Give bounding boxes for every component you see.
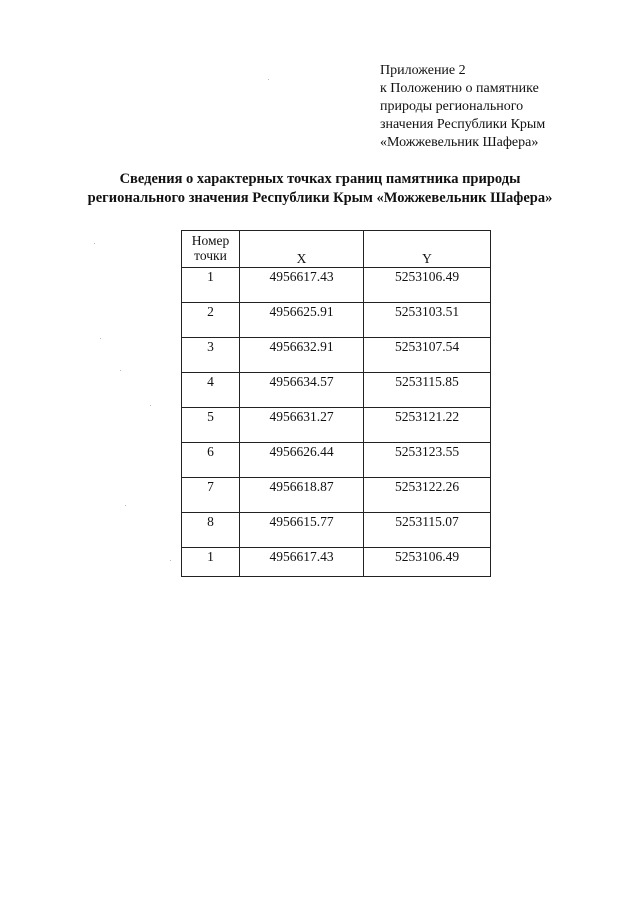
table-row (182, 443, 491, 478)
appendix-line: Приложение 2 (380, 63, 466, 78)
header-x: X (240, 231, 364, 268)
appendix-line: значения Республики Крым (380, 117, 546, 132)
cell-x: 4956631.27 (240, 408, 364, 443)
header-y: Y (364, 231, 491, 268)
cell-x: 4956625.91 (240, 303, 364, 338)
scan-speck (94, 243, 95, 244)
table-row (182, 513, 491, 548)
header-point-number (182, 231, 240, 268)
cell-x: 4956634.57 (240, 373, 364, 408)
cell-x: 4956617.43 (240, 548, 364, 577)
appendix-note (380, 62, 545, 152)
scan-speck (170, 560, 171, 561)
cell-point-number: 5 (182, 408, 240, 443)
table-row (182, 478, 491, 513)
table-row (182, 303, 491, 338)
scan-speck (100, 338, 101, 339)
cell-point-number: 3 (182, 338, 240, 373)
cell-point-number: 2 (182, 303, 240, 338)
cell-y: 5253115.07 (364, 513, 491, 548)
cell-y: 5253107.54 (364, 338, 491, 373)
cell-y: 5253106.49 (364, 268, 491, 303)
cell-point-number: 4 (182, 373, 240, 408)
cell-y: 5253122.26 (364, 478, 491, 513)
cell-x: 4956626.44 (240, 443, 364, 478)
document-title (0, 170, 640, 208)
table-row (182, 408, 491, 443)
cell-y: 5253106.49 (364, 548, 491, 577)
cell-x: 4956632.91 (240, 338, 364, 373)
scan-speck (125, 505, 126, 506)
scan-speck (268, 79, 269, 80)
title-line: Сведения о характерных точках границ памятника природы (119, 171, 521, 187)
cell-x: 4956615.77 (240, 513, 364, 548)
header-number-line1: Номер (191, 233, 230, 248)
cell-x: 4956617.43 (240, 268, 364, 303)
cell-point-number: 6 (182, 443, 240, 478)
table-row (182, 548, 491, 577)
cell-point-number: 1 (182, 548, 240, 577)
table-row (182, 373, 491, 408)
cell-y: 5253115.85 (364, 373, 491, 408)
table-row (182, 268, 491, 303)
cell-point-number: 7 (182, 478, 240, 513)
cell-point-number: 1 (182, 268, 240, 303)
cell-y: 5253123.55 (364, 443, 491, 478)
table-row (182, 338, 491, 373)
appendix-line: природы регионального (380, 99, 524, 114)
table-header-row (182, 231, 491, 268)
cell-y: 5253103.51 (364, 303, 491, 338)
appendix-line: «Можжевельник Шафера» (380, 135, 539, 150)
scan-speck (150, 405, 151, 406)
appendix-line: к Положению о памятнике (380, 81, 539, 96)
scan-speck (120, 370, 121, 371)
coordinates-table (181, 230, 491, 577)
cell-x: 4956618.87 (240, 478, 364, 513)
cell-point-number: 8 (182, 513, 240, 548)
header-number-line2: точки (194, 248, 227, 263)
cell-y: 5253121.22 (364, 408, 491, 443)
title-line: регионального значения Республики Крым «Можжевельник Шафера» (87, 190, 553, 206)
